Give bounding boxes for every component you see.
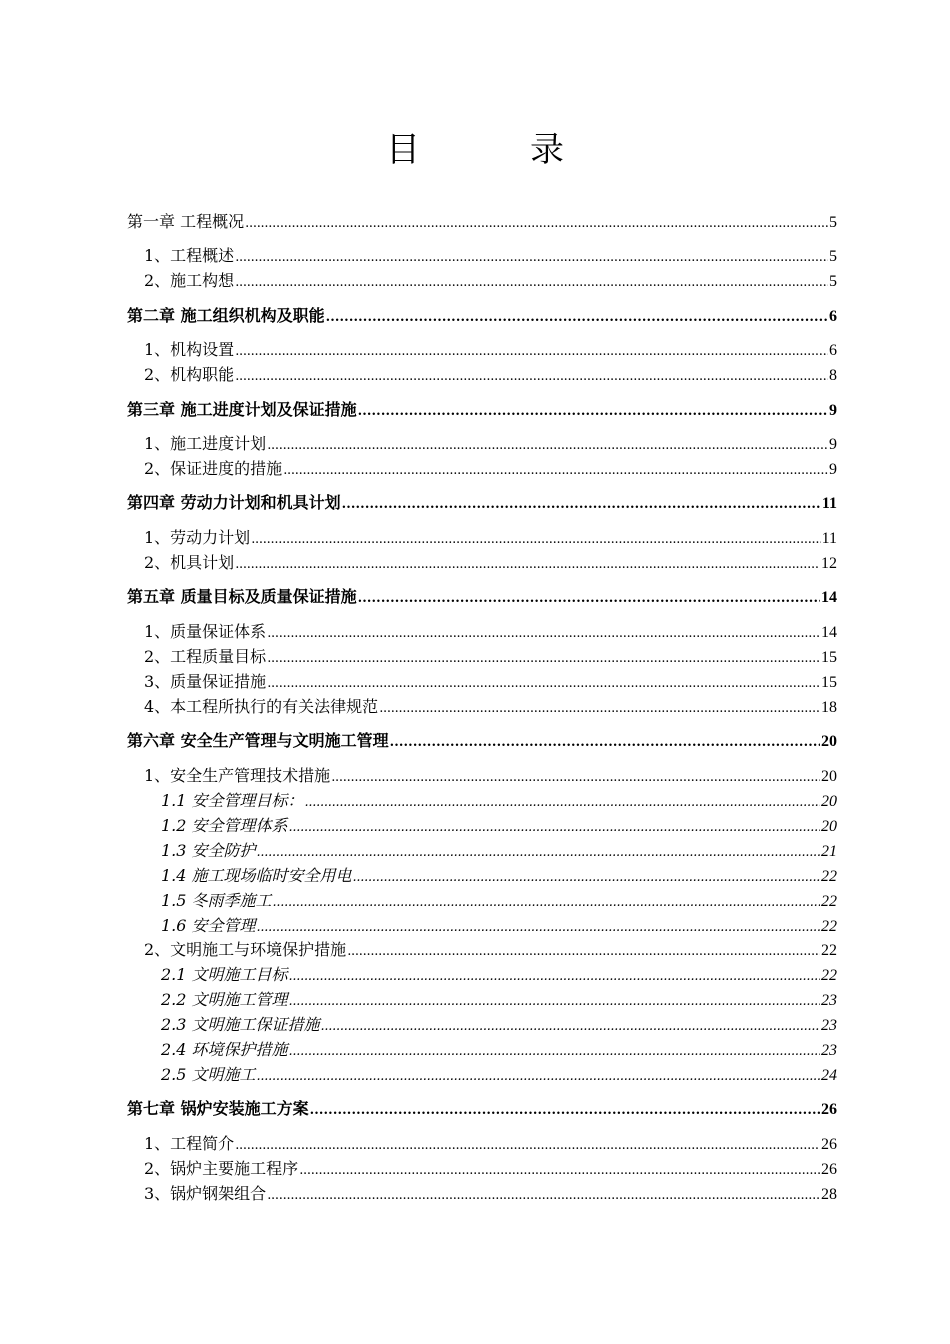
toc-chapter-entry[interactable]	[127, 491, 837, 515]
toc-page-number: 26	[821, 1136, 837, 1153]
toc-page-number: 6	[829, 308, 837, 325]
toc-page-number: 22	[821, 942, 837, 959]
toc-dot-leader	[235, 338, 828, 364]
toc-entry-label: 1、劳动力计划	[144, 528, 251, 547]
toc-section-entry[interactable]	[144, 338, 837, 362]
toc-dot-leader	[289, 988, 820, 1014]
toc-page-number: 11	[821, 530, 837, 547]
toc-dot-leader	[331, 764, 820, 790]
toc-entry-label: 第二章 施工组织机构及职能	[127, 306, 325, 325]
toc-dot-leader	[267, 645, 820, 671]
toc-section-entry[interactable]	[144, 645, 837, 669]
toc-entry-label: 1.1 安全管理目标：	[161, 791, 304, 810]
toc-chapter-entry[interactable]	[127, 398, 837, 422]
toc-section-entry[interactable]	[144, 764, 837, 788]
toc-entry-label: 1.6 安全管理	[161, 916, 256, 935]
toc-subsection-entry[interactable]	[161, 1063, 837, 1087]
toc-page-number: 22	[821, 918, 837, 935]
toc-entry-label: 2.2 文明施工管理	[161, 990, 288, 1009]
toc-chapter-entry[interactable]	[127, 1097, 837, 1121]
toc-page-number: 22	[821, 893, 837, 910]
toc-page-number: 5	[829, 214, 837, 231]
toc-page-number: 24	[821, 1067, 837, 1084]
toc-page-number: 21	[821, 843, 837, 860]
toc-chapter-entry[interactable]	[127, 585, 837, 609]
toc-section-entry[interactable]	[144, 432, 837, 456]
toc-section-entry[interactable]	[144, 551, 837, 575]
toc-dot-leader	[267, 1182, 820, 1208]
toc-entry-label: 2、文明施工与环境保护措施	[144, 940, 347, 959]
toc-page-number: 20	[821, 768, 837, 785]
toc-subsection-entry[interactable]	[161, 963, 837, 987]
toc-page-number: 15	[821, 649, 837, 666]
toc-subsection-entry[interactable]	[161, 988, 837, 1012]
title-char-1: 目	[386, 130, 420, 170]
toc-dot-leader	[326, 304, 828, 330]
toc-dot-leader	[267, 620, 820, 646]
toc-entry-label: 2、施工构想	[144, 271, 235, 290]
toc-entry-label: 2、机构职能	[144, 365, 235, 384]
toc-page-number: 26	[821, 1161, 837, 1178]
toc-entry-label: 第六章 安全生产管理与文明施工管理	[127, 731, 389, 750]
toc-entry-label: 2.3 文明施工保证措施	[161, 1015, 320, 1034]
toc-section-entry[interactable]	[144, 244, 837, 268]
toc-section-entry[interactable]	[144, 1182, 837, 1206]
toc-page-number: 22	[821, 967, 837, 984]
toc-subsection-entry[interactable]	[161, 914, 837, 938]
toc-entry-label: 1、机构设置	[144, 340, 235, 359]
toc-entry-label: 2、机具计划	[144, 553, 235, 572]
toc-entry-label: 1.4 施工现场临时安全用电	[161, 866, 352, 885]
toc-entry-label: 4、本工程所执行的有关法律规范	[144, 697, 379, 716]
toc-page-number: 5	[829, 273, 837, 290]
toc-dot-leader	[257, 839, 820, 865]
toc-dot-leader	[353, 864, 820, 890]
toc-page-number: 20	[821, 793, 837, 810]
toc-dot-leader	[289, 814, 820, 840]
toc-subsection-entry[interactable]	[161, 889, 837, 913]
toc-entry-label: 第四章 劳动力计划和机具计划	[127, 493, 341, 512]
toc-dot-leader	[289, 1038, 820, 1064]
toc-page-number: 22	[821, 868, 837, 885]
toc-page-number: 23	[821, 992, 837, 1009]
toc-entry-label: 2.1 文明施工目标	[161, 965, 288, 984]
toc-page-number: 11	[821, 495, 837, 512]
toc-page-number: 18	[821, 699, 837, 716]
toc-dot-leader	[235, 551, 820, 577]
toc-dot-leader	[251, 526, 820, 552]
toc-subsection-entry[interactable]	[161, 1013, 837, 1037]
toc-section-entry[interactable]	[144, 938, 837, 962]
toc-dot-leader	[273, 889, 820, 915]
toc-subsection-entry[interactable]	[161, 814, 837, 838]
toc-entry-label: 1.3 安全防护	[161, 841, 256, 860]
toc-dot-leader	[245, 210, 828, 236]
toc-section-entry[interactable]	[144, 620, 837, 644]
toc-dot-leader	[358, 585, 820, 611]
toc-dot-leader	[235, 363, 828, 389]
toc-entry-label: 2、锅炉主要施工程序	[144, 1159, 299, 1178]
toc-entry-label: 2.4 环境保护措施	[161, 1040, 288, 1059]
toc-page-number: 23	[821, 1042, 837, 1059]
toc-page-number: 26	[821, 1101, 837, 1118]
toc-entry-label: 第七章 锅炉安装施工方案	[127, 1099, 309, 1118]
toc-entry-label: 2、工程质量目标	[144, 647, 267, 666]
toc-page-number: 20	[821, 818, 837, 835]
toc-page-number: 6	[829, 342, 837, 359]
toc-entry-label: 1、施工进度计划	[144, 434, 267, 453]
toc-section-entry[interactable]	[144, 695, 837, 719]
toc-dot-leader	[390, 729, 820, 755]
title-char-2: 录	[530, 130, 564, 170]
toc-chapter-entry[interactable]	[127, 729, 837, 753]
toc-page-number: 12	[821, 555, 837, 572]
toc-section-entry[interactable]	[144, 269, 837, 293]
toc-entry-label: 3、锅炉钢架组合	[144, 1184, 267, 1203]
toc-page-number: 15	[821, 674, 837, 691]
toc-dot-leader	[321, 1013, 820, 1039]
toc-section-entry[interactable]	[144, 1157, 837, 1181]
toc-subsection-entry[interactable]	[161, 864, 837, 888]
toc-section-entry[interactable]	[144, 457, 837, 481]
toc-page-number: 14	[821, 589, 837, 606]
toc-page-number: 9	[829, 461, 837, 478]
toc-entry-label: 3、质量保证措施	[144, 672, 267, 691]
toc-entry-label: 1、工程简介	[144, 1134, 235, 1153]
toc-dot-leader	[235, 269, 828, 295]
toc-subsection-entry[interactable]	[161, 789, 837, 813]
toc-entry-label: 1、工程概述	[144, 246, 235, 265]
toc-entry-label: 2、保证进度的措施	[144, 459, 283, 478]
toc-page-number: 20	[821, 733, 837, 750]
toc-entry-label: 第三章 施工进度计划及保证措施	[127, 400, 357, 419]
toc-entry-label: 1.5 冬雨季施工	[161, 891, 272, 910]
toc-dot-leader	[257, 1063, 820, 1089]
toc-dot-leader	[289, 963, 820, 989]
toc-subsection-entry[interactable]	[161, 839, 837, 863]
toc-dot-leader	[299, 1157, 820, 1183]
toc-entry-label: 第五章 质量目标及质量保证措施	[127, 587, 357, 606]
toc-dot-leader	[310, 1097, 820, 1123]
toc-page-number: 23	[821, 1017, 837, 1034]
toc-dot-leader	[267, 670, 820, 696]
toc-dot-leader	[347, 938, 820, 964]
toc-dot-leader	[235, 1132, 820, 1158]
toc-dot-leader	[267, 432, 828, 458]
toc-page-number: 5	[829, 248, 837, 265]
toc-entry-label: 2.5 文明施工	[161, 1065, 256, 1084]
toc-section-entry[interactable]	[144, 363, 837, 387]
toc-subsection-entry[interactable]	[161, 1038, 837, 1062]
toc-page-number: 28	[821, 1186, 837, 1203]
toc-section-entry[interactable]	[144, 670, 837, 694]
toc-dot-leader	[342, 491, 821, 517]
toc-entry-label: 1、质量保证体系	[144, 622, 267, 641]
toc-dot-leader	[283, 457, 828, 483]
toc-page-number: 9	[829, 436, 837, 453]
toc-section-entry[interactable]	[144, 526, 837, 550]
toc-entry-label: 1.2 安全管理体系	[161, 816, 288, 835]
toc-entry-label: 第一章 工程概况	[127, 212, 245, 231]
toc-dot-leader	[379, 695, 820, 721]
toc-page-number: 8	[829, 367, 837, 384]
toc-entry-label: 1、安全生产管理技术措施	[144, 766, 331, 785]
page-title	[0, 128, 950, 172]
toc-chapter-entry[interactable]	[127, 210, 837, 234]
toc-dot-leader	[305, 789, 820, 815]
toc-chapter-entry[interactable]	[127, 304, 837, 328]
toc-section-entry[interactable]	[144, 1132, 837, 1156]
toc-dot-leader	[235, 244, 828, 270]
toc-dot-leader	[257, 914, 820, 940]
toc-dot-leader	[358, 398, 828, 424]
toc-page-number: 9	[829, 402, 837, 419]
toc-page-number: 14	[821, 624, 837, 641]
